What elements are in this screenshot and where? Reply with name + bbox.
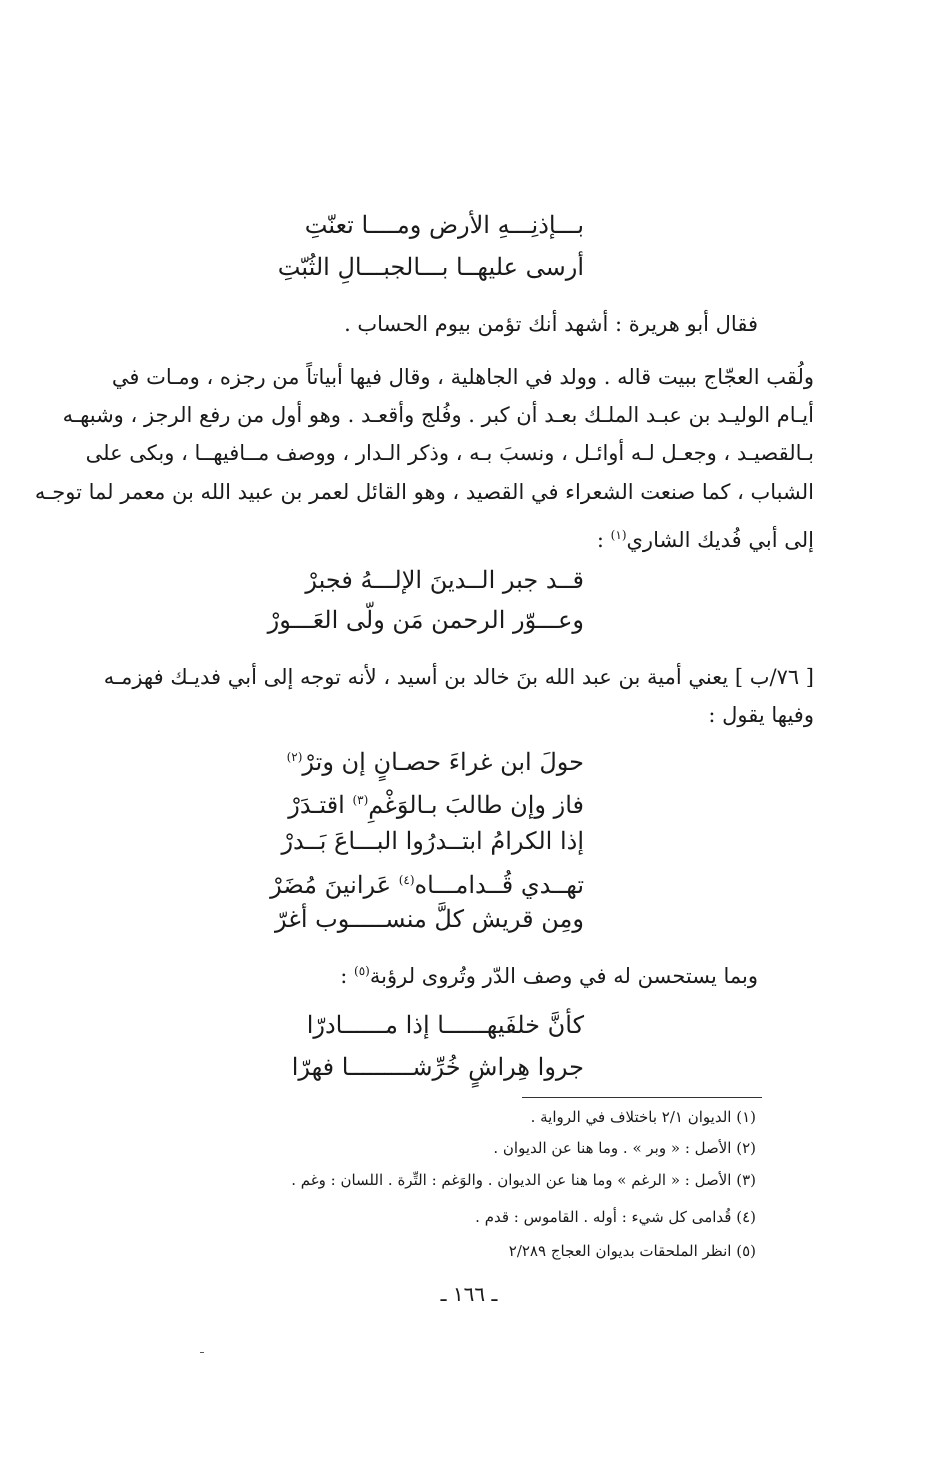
verse-text: إذا الكرامُ ابتــدرُوا البـــاعَ بَــدرْ <box>281 827 584 855</box>
verse-line <box>287 740 584 779</box>
verse-text: حولَ ابن غراءَ حصـانٍ إن وترْ <box>302 748 584 776</box>
footnote-divider <box>522 1097 762 1098</box>
verse-text: اقتـدَرْ <box>288 791 353 819</box>
verse-line: بـــإذنِـــهِ الأرض ومــــا تعنّتِ <box>304 211 584 239</box>
footnote-ref: (٣) <box>352 793 369 807</box>
verse-line <box>281 824 584 858</box>
prose-line: [ ٧٦/ب ] يعني أمية بن عبد الله بنَ خالد بن أسيد ، لأنه توجه إلى أبي فديـك فهزمـه <box>103 665 814 689</box>
footnote: (١) الديوان ٢/١ باختلاف في الرواية . <box>530 1108 756 1126</box>
page-number: ـ ١٦٦ ـ <box>440 1282 498 1306</box>
verse-line <box>275 902 584 936</box>
prose-line <box>340 953 758 995</box>
prose-line: الشباب ، كما صنعت الشعراء في القصيد ، وهو القائل لعمر بن عبيد الله بن معمر لما توجـه <box>34 480 814 504</box>
footnote-ref: (١) <box>610 528 627 542</box>
prose-line: فقال أبو هريرة : أشهد أنك تؤمن بيوم الحساب . <box>344 312 758 336</box>
prose-text: : <box>340 964 355 988</box>
footnote: (٤) قُدامى كل شيء : أوله . القاموس : قدم . <box>475 1208 756 1226</box>
verse-text: ومِن قريش كلَّ منســـــوب أغرّ <box>275 905 584 933</box>
footnote: (٥) انظر الملحقات بديوان العجاج ٢/٢٨٩ <box>508 1242 756 1260</box>
prose-line <box>597 517 814 559</box>
prose-line: ولُقب العجّاج ببيت قاله . وولد في الجاهلية ، وقال فيها أبياتاً من رجزه ، ومـات في <box>111 365 814 389</box>
verse-text: تهــدي قُــدامـــاه <box>414 871 584 899</box>
scan-speck <box>200 1352 204 1353</box>
verse-text: فاز وإن طالبَ بـالوَغْمِ <box>368 791 584 819</box>
footnote: (٣) الأصل : « الرغم » وما هنا عن الديوان . والوَغم : التِّرة . اللسان : وغم . <box>291 1171 756 1189</box>
footnote: (٢) الأصل : « وبر » . وما هنا عن الديوان . <box>493 1139 756 1157</box>
verse-text: عَرانينَ مُضَرْ <box>270 871 399 899</box>
prose-line: أيـام الوليـد بن عبـد الملـك بعـد أن كبر . وفُلج وأقعـد . وهو أول من رفع الرجز ، وشبهـه <box>62 403 814 427</box>
footnote-ref: (٢) <box>286 750 303 764</box>
verse-line: كأنَّ خلفَيهــــــا إذا مــــــادرّا <box>306 1011 584 1039</box>
footnote-ref: (٤) <box>398 873 415 887</box>
verse-line <box>270 863 584 902</box>
prose-text: : <box>596 528 611 552</box>
prose-line: بـالقصيـد ، وجعـل لـه أوائـل ، ونسبَ بـه ، وذكر الـدار ، ووصف مــافيهــا ، وبكى على <box>85 441 814 465</box>
verse-line: جروا هِراشٍ خُرِّشـــــــــا فهرّا <box>291 1053 584 1081</box>
verse-line: وعـــوّر الرحمن مَن ولّى العَـــورْ <box>267 606 584 634</box>
verse-line: قــد جبر الــدينَ الإلـــهُ فجبرْ <box>305 566 584 594</box>
prose-line: وفيها يقول : <box>708 703 814 727</box>
verse-line <box>288 783 584 822</box>
prose-text: إلى أبي فُديك الشاري <box>626 528 814 552</box>
verse-line: أرسى عليهــا بـــالجبـــالِ الثُبّتِ <box>277 253 584 281</box>
footnote-ref: (٥) <box>354 964 370 978</box>
prose-text: وبما يستحسن له في وصف الدّر وتُروى لرؤبة <box>369 964 758 988</box>
